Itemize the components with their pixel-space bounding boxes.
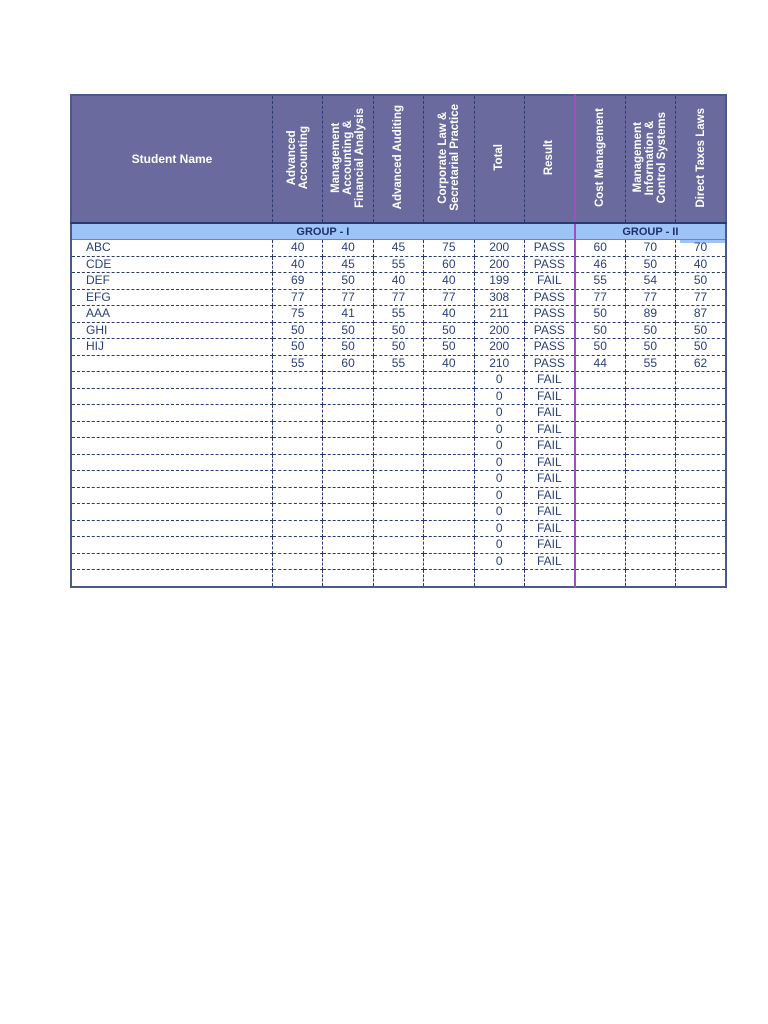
cell-g1[interactable] — [575, 438, 625, 455]
cell-g3[interactable]: 50 — [676, 273, 726, 290]
cell-result[interactable]: PASS — [524, 339, 574, 356]
cell-s4[interactable] — [424, 454, 474, 471]
cell-s3[interactable]: 40 — [373, 273, 423, 290]
cell-s4[interactable]: 60 — [424, 256, 474, 273]
cell-s1[interactable] — [273, 553, 323, 570]
cell-s3[interactable] — [373, 520, 423, 537]
cell-g3[interactable]: 40 — [676, 256, 726, 273]
cell-g2[interactable] — [625, 405, 675, 422]
table-row — [71, 570, 726, 587]
cell-s3[interactable] — [373, 405, 423, 422]
cell-name[interactable]: AAA — [71, 306, 273, 323]
cell-g3[interactable] — [676, 537, 726, 554]
table-row — [71, 306, 726, 323]
table-row — [71, 537, 726, 554]
cell-total[interactable]: 200 — [474, 240, 524, 257]
cell-g1[interactable] — [575, 487, 625, 504]
cell-s1[interactable]: 40 — [273, 256, 323, 273]
cell-name[interactable]: CDE — [71, 256, 273, 273]
cell-g2[interactable] — [625, 570, 675, 587]
cell-name[interactable] — [71, 372, 273, 389]
cell-s1[interactable] — [273, 487, 323, 504]
cell-s2[interactable] — [323, 388, 373, 405]
group-2-label[interactable]: GROUP - II — [575, 223, 726, 240]
table-row — [71, 322, 726, 339]
cell-g3[interactable] — [676, 553, 726, 570]
cell-s2[interactable]: 77 — [323, 289, 373, 306]
cell-g3[interactable] — [676, 504, 726, 521]
cell-result[interactable]: FAIL — [524, 438, 574, 455]
cell-g2[interactable]: 70 — [625, 240, 675, 257]
cell-s4[interactable] — [424, 388, 474, 405]
header-subject-3[interactable]: Advanced Auditing — [373, 95, 423, 223]
cell-s2[interactable] — [323, 570, 373, 587]
cell-name[interactable] — [71, 388, 273, 405]
table-row — [71, 355, 726, 372]
cell-s2[interactable]: 60 — [323, 355, 373, 372]
cell-s2[interactable]: 50 — [323, 322, 373, 339]
cell-g1[interactable] — [575, 388, 625, 405]
cell-s3[interactable] — [373, 372, 423, 389]
cell-s4[interactable]: 75 — [424, 240, 474, 257]
header-result[interactable]: Result — [524, 95, 574, 223]
cell-name[interactable] — [71, 355, 273, 372]
cell-total[interactable]: 0 — [474, 504, 524, 521]
table-row — [71, 372, 726, 389]
cell-name[interactable] — [71, 454, 273, 471]
cell-s3[interactable] — [373, 504, 423, 521]
cell-s2[interactable]: 50 — [323, 339, 373, 356]
cell-s2[interactable]: 40 — [323, 240, 373, 257]
cell-total[interactable]: 211 — [474, 306, 524, 323]
cell-result[interactable]: FAIL — [524, 553, 574, 570]
cell-g2[interactable]: 50 — [625, 256, 675, 273]
cell-result[interactable]: PASS — [524, 240, 574, 257]
cell-s1[interactable]: 75 — [273, 306, 323, 323]
cell-s4[interactable] — [424, 487, 474, 504]
cell-g2[interactable]: 50 — [625, 322, 675, 339]
cell-g1[interactable] — [575, 405, 625, 422]
cell-g2[interactable] — [625, 438, 675, 455]
cell-s2[interactable] — [323, 504, 373, 521]
cell-result[interactable]: FAIL — [524, 388, 574, 405]
cell-g3[interactable]: 87 — [676, 306, 726, 323]
cell-s4[interactable] — [424, 570, 474, 587]
cell-g3[interactable]: 77 — [676, 289, 726, 306]
cell-s3[interactable] — [373, 553, 423, 570]
cell-s2[interactable] — [323, 487, 373, 504]
cell-g1[interactable]: 55 — [575, 273, 625, 290]
cell-g3[interactable] — [676, 454, 726, 471]
cell-g2[interactable]: 89 — [625, 306, 675, 323]
cell-g1[interactable]: 44 — [575, 355, 625, 372]
cell-s4[interactable] — [424, 438, 474, 455]
cell-s2[interactable]: 50 — [323, 273, 373, 290]
cell-total[interactable]: 0 — [474, 438, 524, 455]
cell-g1[interactable] — [575, 553, 625, 570]
cell-g2[interactable] — [625, 388, 675, 405]
cell-s3[interactable] — [373, 487, 423, 504]
group-1-label[interactable]: GROUP - I — [71, 223, 575, 240]
cell-s1[interactable] — [273, 471, 323, 488]
cell-total[interactable]: 0 — [474, 520, 524, 537]
cell-total[interactable]: 0 — [474, 372, 524, 389]
cell-g1[interactable]: 77 — [575, 289, 625, 306]
cell-s1[interactable]: 50 — [273, 339, 323, 356]
cell-g2[interactable] — [625, 372, 675, 389]
table-row — [71, 487, 726, 504]
header-label: Student Name — [131, 152, 213, 166]
cell-s4[interactable]: 50 — [424, 322, 474, 339]
table-row — [71, 504, 726, 521]
cell-g1[interactable] — [575, 520, 625, 537]
cell-s2[interactable] — [323, 421, 373, 438]
cell-s1[interactable] — [273, 438, 323, 455]
cell-s1[interactable] — [273, 520, 323, 537]
cell-g1[interactable] — [575, 372, 625, 389]
table-row — [71, 471, 726, 488]
cell-s1[interactable] — [273, 421, 323, 438]
cell-g2[interactable]: 77 — [625, 289, 675, 306]
cell-name[interactable] — [71, 487, 273, 504]
cell-result[interactable]: FAIL — [524, 520, 574, 537]
table-row — [71, 520, 726, 537]
cell-s4[interactable] — [424, 553, 474, 570]
cell-result[interactable]: FAIL — [524, 537, 574, 554]
cell-g1[interactable] — [575, 504, 625, 521]
cell-s3[interactable] — [373, 388, 423, 405]
cell-s2[interactable] — [323, 454, 373, 471]
cell-result[interactable]: FAIL — [524, 405, 574, 422]
cell-name[interactable] — [71, 421, 273, 438]
cell-s4[interactable] — [424, 537, 474, 554]
table-row — [71, 405, 726, 422]
cell-s2[interactable] — [323, 471, 373, 488]
table-row — [71, 273, 726, 290]
cell-total[interactable]: 0 — [474, 553, 524, 570]
cell-result[interactable]: FAIL — [524, 487, 574, 504]
cell-total[interactable]: 0 — [474, 471, 524, 488]
cell-result[interactable] — [524, 570, 574, 587]
cell-g3[interactable]: 50 — [676, 322, 726, 339]
cell-s2[interactable] — [323, 537, 373, 554]
cell-g1[interactable]: 50 — [575, 339, 625, 356]
group-row — [71, 223, 726, 240]
cell-s2[interactable] — [323, 520, 373, 537]
header-row — [71, 95, 726, 223]
cell-total[interactable]: 0 — [474, 388, 524, 405]
cell-g3[interactable] — [676, 520, 726, 537]
cell-s3[interactable] — [373, 421, 423, 438]
table-row — [71, 240, 726, 257]
cell-total[interactable]: 0 — [474, 405, 524, 422]
cell-g3[interactable] — [676, 421, 726, 438]
cell-name[interactable] — [71, 471, 273, 488]
cell-s4[interactable] — [424, 504, 474, 521]
header-student-name[interactable] — [71, 95, 273, 223]
cell-s3[interactable] — [373, 537, 423, 554]
cell-s4[interactable]: 40 — [424, 355, 474, 372]
cell-s4[interactable] — [424, 421, 474, 438]
cell-s4[interactable]: 50 — [424, 339, 474, 356]
cell-name[interactable]: DEF — [71, 273, 273, 290]
cell-s1[interactable] — [273, 388, 323, 405]
cell-s2[interactable] — [323, 438, 373, 455]
cell-s3[interactable] — [373, 570, 423, 587]
cell-name[interactable] — [71, 537, 273, 554]
cell-s1[interactable] — [273, 537, 323, 554]
cell-g2[interactable] — [625, 421, 675, 438]
cell-g1[interactable]: 50 — [575, 322, 625, 339]
table-row — [71, 454, 726, 471]
cell-g3[interactable]: 62 — [676, 355, 726, 372]
cell-result[interactable]: FAIL — [524, 273, 574, 290]
cell-g3[interactable] — [676, 405, 726, 422]
cell-g1[interactable]: 60 — [575, 240, 625, 257]
cell-name[interactable]: EFG — [71, 289, 273, 306]
cell-g2[interactable]: 54 — [625, 273, 675, 290]
cell-s4[interactable] — [424, 520, 474, 537]
cell-s3[interactable]: 45 — [373, 240, 423, 257]
cell-g1[interactable] — [575, 421, 625, 438]
cell-s4[interactable]: 40 — [424, 273, 474, 290]
cell-g1[interactable] — [575, 570, 625, 587]
cell-g3[interactable] — [676, 388, 726, 405]
header-subject-5[interactable]: Cost Management — [575, 95, 625, 223]
cell-result[interactable]: PASS — [524, 289, 574, 306]
cell-g2[interactable] — [625, 504, 675, 521]
header-total[interactable]: Total — [474, 95, 524, 223]
cell-g1[interactable]: 50 — [575, 306, 625, 323]
cell-g2[interactable] — [625, 553, 675, 570]
cell-name[interactable] — [71, 438, 273, 455]
table-row — [71, 256, 726, 273]
marks-table — [70, 94, 727, 588]
cell-s1[interactable]: 77 — [273, 289, 323, 306]
cell-s3[interactable] — [373, 454, 423, 471]
cell-g2[interactable] — [625, 520, 675, 537]
cell-result[interactable]: FAIL — [524, 372, 574, 389]
cell-g2[interactable] — [625, 471, 675, 488]
cell-name[interactable] — [71, 570, 273, 587]
cell-s1[interactable]: 69 — [273, 273, 323, 290]
cell-name[interactable]: ABC — [71, 240, 273, 257]
cell-total[interactable]: 0 — [474, 487, 524, 504]
table-row — [71, 553, 726, 570]
cell-s1[interactable]: 55 — [273, 355, 323, 372]
cell-result[interactable]: FAIL — [524, 421, 574, 438]
cell-name[interactable] — [71, 520, 273, 537]
cell-result[interactable]: FAIL — [524, 504, 574, 521]
cell-name[interactable] — [71, 553, 273, 570]
cell-name[interactable]: GHI — [71, 322, 273, 339]
cell-s2[interactable]: 45 — [323, 256, 373, 273]
cell-total[interactable]: 200 — [474, 322, 524, 339]
cell-g3[interactable] — [676, 471, 726, 488]
cell-s2[interactable]: 41 — [323, 306, 373, 323]
header-subject-6[interactable]: Management Information & Control Systems — [625, 95, 675, 223]
cell-g2[interactable]: 55 — [625, 355, 675, 372]
cell-g1[interactable] — [575, 537, 625, 554]
cell-g3[interactable] — [676, 487, 726, 504]
cell-total[interactable]: 210 — [474, 355, 524, 372]
cell-s1[interactable]: 50 — [273, 322, 323, 339]
cell-name[interactable] — [71, 504, 273, 521]
cell-s4[interactable] — [424, 405, 474, 422]
cell-s3[interactable]: 55 — [373, 306, 423, 323]
header-subject-4[interactable]: Corporate Law & Secretarial Practice — [424, 95, 474, 223]
cell-name[interactable] — [71, 405, 273, 422]
cell-g2[interactable] — [625, 454, 675, 471]
cell-s3[interactable]: 50 — [373, 322, 423, 339]
cell-s1[interactable] — [273, 570, 323, 587]
cell-s1[interactable] — [273, 405, 323, 422]
table-row — [71, 339, 726, 356]
cell-g1[interactable]: 46 — [575, 256, 625, 273]
cell-s3[interactable]: 55 — [373, 355, 423, 372]
cell-total[interactable]: 0 — [474, 454, 524, 471]
cell-s4[interactable] — [424, 471, 474, 488]
cell-g3[interactable] — [676, 438, 726, 455]
cell-s2[interactable] — [323, 553, 373, 570]
table-row — [71, 289, 726, 306]
cell-result[interactable]: PASS — [524, 355, 574, 372]
table-row — [71, 388, 726, 405]
cell-s2[interactable] — [323, 405, 373, 422]
cell-result[interactable]: FAIL — [524, 454, 574, 471]
cell-s3[interactable] — [373, 471, 423, 488]
header-subject-1[interactable]: Advanced Accounting — [273, 95, 323, 223]
cell-g2[interactable] — [625, 487, 675, 504]
cell-g3[interactable] — [676, 372, 726, 389]
cell-g3[interactable] — [676, 570, 726, 587]
spreadsheet-sheet — [70, 94, 708, 593]
cell-total[interactable] — [474, 570, 524, 587]
cell-s3[interactable] — [373, 438, 423, 455]
cell-s4[interactable]: 40 — [424, 306, 474, 323]
cell-s3[interactable]: 77 — [373, 289, 423, 306]
cell-g2[interactable]: 50 — [625, 339, 675, 356]
cell-result[interactable]: FAIL — [524, 471, 574, 488]
header-subject-7[interactable]: Direct Taxes Laws — [676, 95, 726, 223]
cell-s3[interactable]: 50 — [373, 339, 423, 356]
cell-s3[interactable]: 55 — [373, 256, 423, 273]
cell-s1[interactable] — [273, 504, 323, 521]
cell-s4[interactable]: 77 — [424, 289, 474, 306]
header-subject-2[interactable]: Management Accounting & Financial Analysis — [323, 95, 373, 223]
cell-g3[interactable]: 70 — [676, 240, 726, 257]
cell-total[interactable]: 0 — [474, 421, 524, 438]
cell-g3[interactable]: 50 — [676, 339, 726, 356]
cell-s2[interactable] — [323, 372, 373, 389]
cell-total[interactable]: 199 — [474, 273, 524, 290]
cell-s1[interactable] — [273, 372, 323, 389]
cell-total[interactable]: 200 — [474, 256, 524, 273]
cell-name[interactable]: HIJ — [71, 339, 273, 356]
cell-total[interactable]: 200 — [474, 339, 524, 356]
cell-g1[interactable] — [575, 471, 625, 488]
cell-result[interactable]: PASS — [524, 306, 574, 323]
table-row — [71, 438, 726, 455]
cell-total[interactable]: 308 — [474, 289, 524, 306]
cell-result[interactable]: PASS — [524, 256, 574, 273]
cell-s1[interactable] — [273, 454, 323, 471]
cell-s4[interactable] — [424, 372, 474, 389]
table-row — [71, 421, 726, 438]
cell-s1[interactable]: 40 — [273, 240, 323, 257]
cell-result[interactable]: PASS — [524, 322, 574, 339]
cell-g1[interactable] — [575, 454, 625, 471]
cell-total[interactable]: 0 — [474, 537, 524, 554]
cell-g2[interactable] — [625, 537, 675, 554]
